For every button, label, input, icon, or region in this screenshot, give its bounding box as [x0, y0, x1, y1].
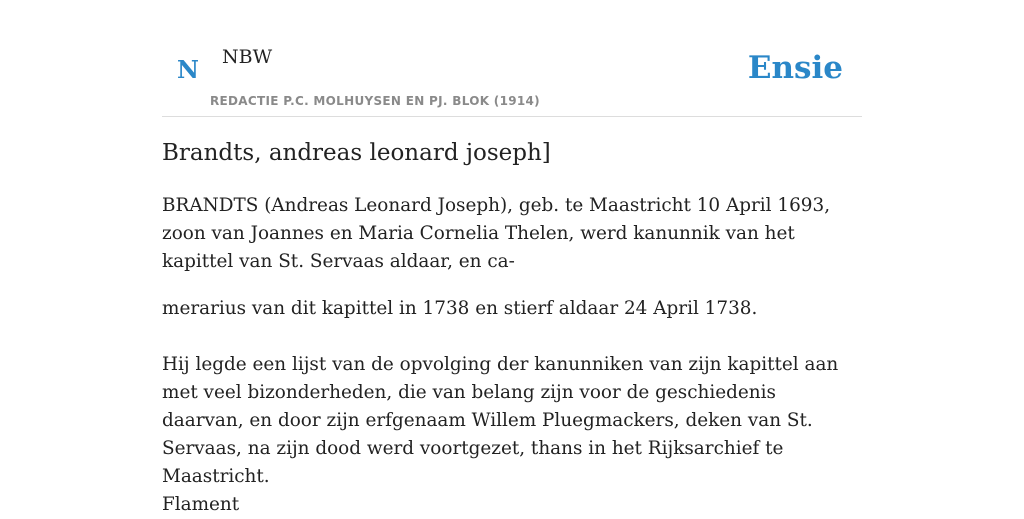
nbw-logo-link[interactable]: N: [177, 55, 199, 84]
editors-subtitle: REDACTIE P.C. MOLHUYSEN EN PJ. BLOK (1914): [210, 94, 540, 108]
ensie-brand-link[interactable]: Ensie: [747, 50, 843, 86]
nbw-logo-text: NBW: [222, 46, 273, 68]
article-paragraph: Hij legde een lijst van de opvolging der kanunniken van zijn kapittel aan met veel bizonderheden, die van belang zijn voor de geschiedenis daarvan, en door zijn erfgenaam Willem Pluegmackers, deken van St. Servaas, na zijn dood werd voortgezet, thans in het Rijksarchief te Maastricht.: [162, 354, 839, 487]
page-container: [162, 0, 862, 515]
site-header: [162, 0, 862, 117]
article-author: Flament: [162, 494, 240, 515]
article-paragraph: merarius van dit kapittel in 1738 en stierf aldaar 24 April 1738.: [162, 298, 758, 319]
article-title: Brandts, andreas leonard joseph]: [162, 140, 551, 166]
article-paragraph: BRANDTS (Andreas Leonard Joseph), geb. te Maastricht 10 April 1693, zoon van Joannes en Maria Cornelia Thelen, werd kanunnik van het kapittel van St. Servaas aldaar, en ca-: [162, 195, 831, 272]
